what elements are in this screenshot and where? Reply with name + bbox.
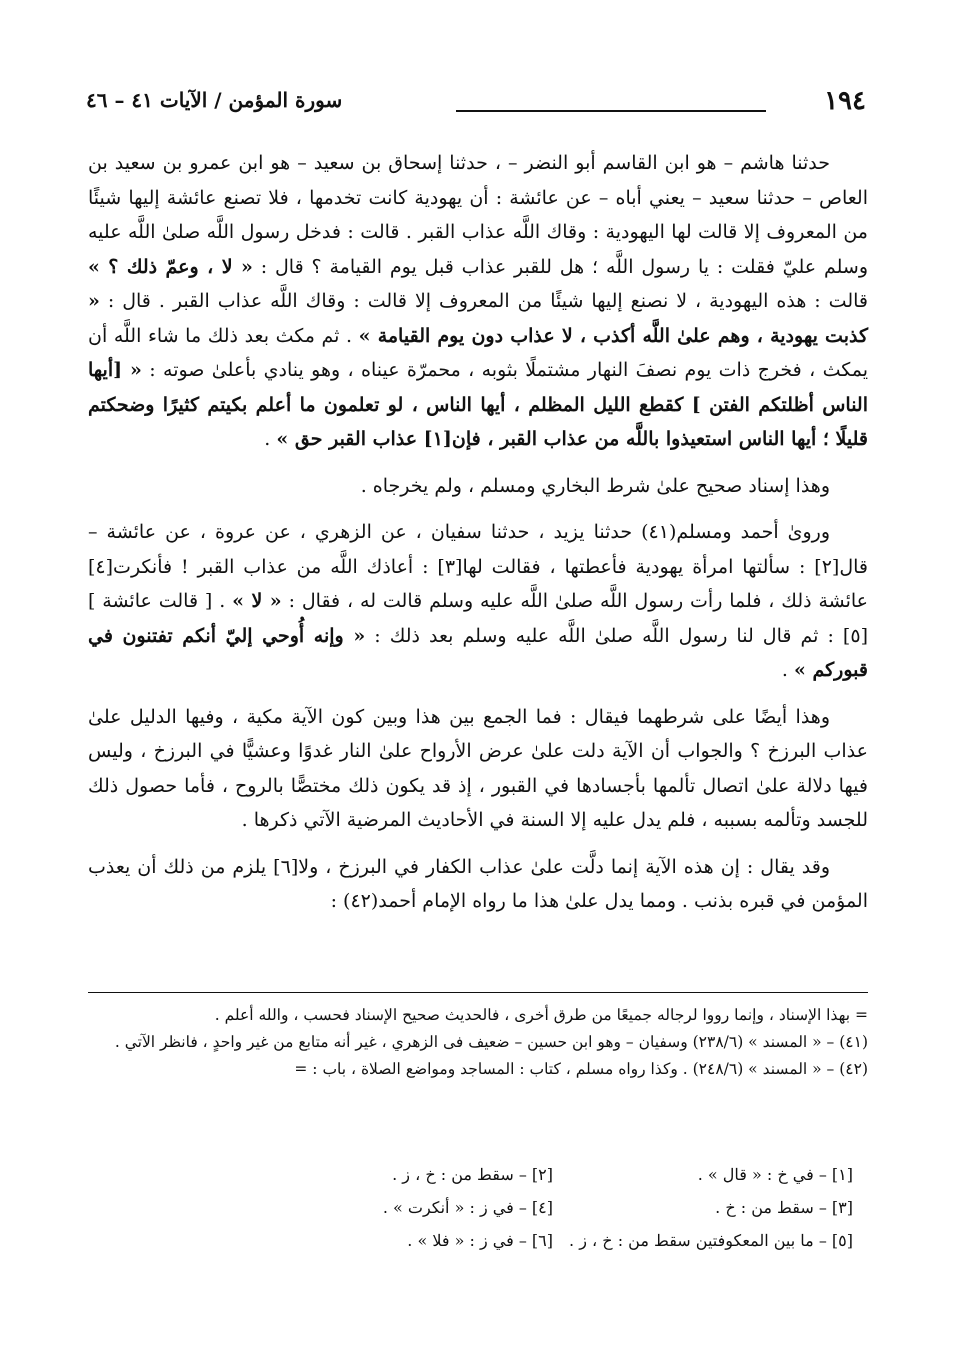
- bold-quote: « كذبت يهودية ، وهم علىٰ اللَّه أكذب ، لا عذاب دون يوم القيامة »: [88, 290, 868, 347]
- main-text: [88, 146, 868, 919]
- paragraph-hadith-2: [88, 515, 868, 688]
- running-title: سورة المؤمن / الآيات ٤١ – ٤٦: [86, 88, 343, 112]
- manuscript-notes: [253, 1158, 853, 1257]
- text-segment: حدثنا هاشم – هو ابن القاسم أبو النضر – ، حدثنا إسحاق بن سعيد – هو ابن عمرو بن سعيد بن العاص – حدثنا سعيد – يعني أباه – عن عائشة : أن يهودية كانت تخدمها ، فلا تصنع عائشة إليها شيئًا من المعروف إلا قالت لها اليهودية : وقاك اللَّه عذاب القبر . قالت : فدخل رسول اللَّه صلىٰ اللَّه عليه وسلم عليّ فقلت : يا رسول اللَّه ؛ هل للقبر عذاب قبل يوم القيامة ؟ قال :: [88, 152, 868, 278]
- bold-quote: « [أيها الناس أظلتكم الفتن ] كقطع الليل المظلم ، أيها الناس ، لو تعلمون ما أعلم بكيتم كثيرًا وضحكتم قليلًا ؛ أيها الناس استعيذوا باللَّه من عذاب القبر ، فإن[١] عذاب القبر حق »: [88, 359, 868, 450]
- footnote-divider: [88, 992, 868, 993]
- header-rule: [456, 110, 766, 112]
- note-row: [253, 1224, 853, 1257]
- bold-quote: « وإنه أُوحي إليّ أنكم تفتنون في قبوركم »: [88, 624, 868, 681]
- note-row: [253, 1191, 853, 1224]
- paragraph-conclusion: وقد يقال : إن هذه الآية إنما دلَّت علىٰ عذاب الكفار في البرزخ ، ولا[٦] يلزم من ذلك أن يعذب المؤمن في قبره بذنب . ومما يدل علىٰ هذا ما رواه الإمام أحمد(٤٢) :: [88, 855, 868, 912]
- bold-quote: « لا ، وعمّ ذلك ؟ »: [88, 255, 253, 278]
- text-segment: .: [264, 428, 271, 450]
- paragraph-discussion: وهذا أيضًا على شرطهما فيقال : فما الجمع بين هذا وبين كون الآية مكية ، وفيها الدليل علىٰ عذاب البرزخ ؟ والجواب أن الآية دلت علىٰ عرض الأرواح علىٰ النار غدوًا وعشيًّا في البرزخ ، وليس فيها دلالة علىٰ اتصال تألمها بأجسادها في القبور ، إذ قد يكون ذلك مختصًّا بالروح ، فأما حصول ذلك للجسد وتألمه بسببه ، فلم يدل عليه إلا السنة في الأحاديث المرضية الآتي ذكرها .: [88, 705, 868, 831]
- text-segment: .: [781, 659, 788, 681]
- note-row: [253, 1158, 853, 1191]
- page-number: ١٩٤: [824, 86, 866, 116]
- footnote-42: (٤٢) – « المسند » (٢٤٨/٦) . وكذا رواه مسلم ، كتاب : المساجد ومواضع الصلاة ، باب : =: [294, 1060, 868, 1078]
- note-4: [٤] – في ز : « أنكرت » .: [382, 1198, 553, 1217]
- text-segment: قالت : هذه اليهودية ، لا نصنع إليها شيئًا من المعروف إلا قالت : وقاك اللَّه عذاب القبر . قال :: [107, 290, 868, 312]
- bold-quote: « لا »: [232, 590, 282, 612]
- paragraph-hadith-1: [88, 146, 868, 457]
- page-header: [86, 86, 866, 126]
- note-3: [٣] – سقط من : خ .: [715, 1198, 853, 1217]
- text-segment: . ثم مكث بعد ذلك ما شاء اللَّه أن يمكث ، فخرج ذات يوم نصفَ النهار مشتملًا بثوبه ، محمرّة عيناه ، وهو ينادي بأعلىٰ صوته :: [88, 324, 868, 381]
- footnotes: [88, 1002, 868, 1083]
- text-segment: . [ قالت عائشة ][٥] : ثم قال لنا رسول اللَّه صلىٰ اللَّه عليه وسلم بعد ذلك :: [88, 590, 868, 647]
- paragraph-isnad-note: وهذا إسناد صحيح علىٰ شرط البخاري ومسلم ، ولم يخرجاه .: [360, 474, 830, 497]
- note-2: [٢] – سقط من : خ ، ز .: [392, 1165, 553, 1184]
- footnote-41: (٤١) – « المسند » (٢٣٨/٦) وسفيان – وهو ابن حسين – ضعيف فى الزهري ، غير أنه متابع من غير واحدٍ ، فانظر الآتي .: [114, 1033, 868, 1051]
- note-5: [٥] – ما بين المعكوفتين سقط من : خ ، ز .: [569, 1231, 853, 1250]
- note-6: [٦] – في ز : « فلا » .: [407, 1231, 553, 1250]
- text-segment: وروىٰ أحمد ومسلم(٤١) حدثنا يزيد ، حدثنا سفيان ، عن الزهري ، عن عروة ، عن عائشة – قال[٢] : سألتها امرأة يهودية فأعطتها ، فقالت لها[٣] : أعاذك اللَّه من عذاب القبر ! فأنكرت[٤] عائشة ذلك ، فلما رأت رسول اللَّه صلىٰ اللَّه عليه وسلم قالت له ، فقال :: [88, 521, 868, 612]
- note-1: [١] – في خ : « قال » .: [697, 1165, 853, 1184]
- footnote-continuation: = بهذا الإسناد ، وإنما رووا لرجاله جميعًا من طرق أخرى ، فالحديث صحيح الإسناد فحسب ، والله أعلم .: [214, 1006, 868, 1024]
